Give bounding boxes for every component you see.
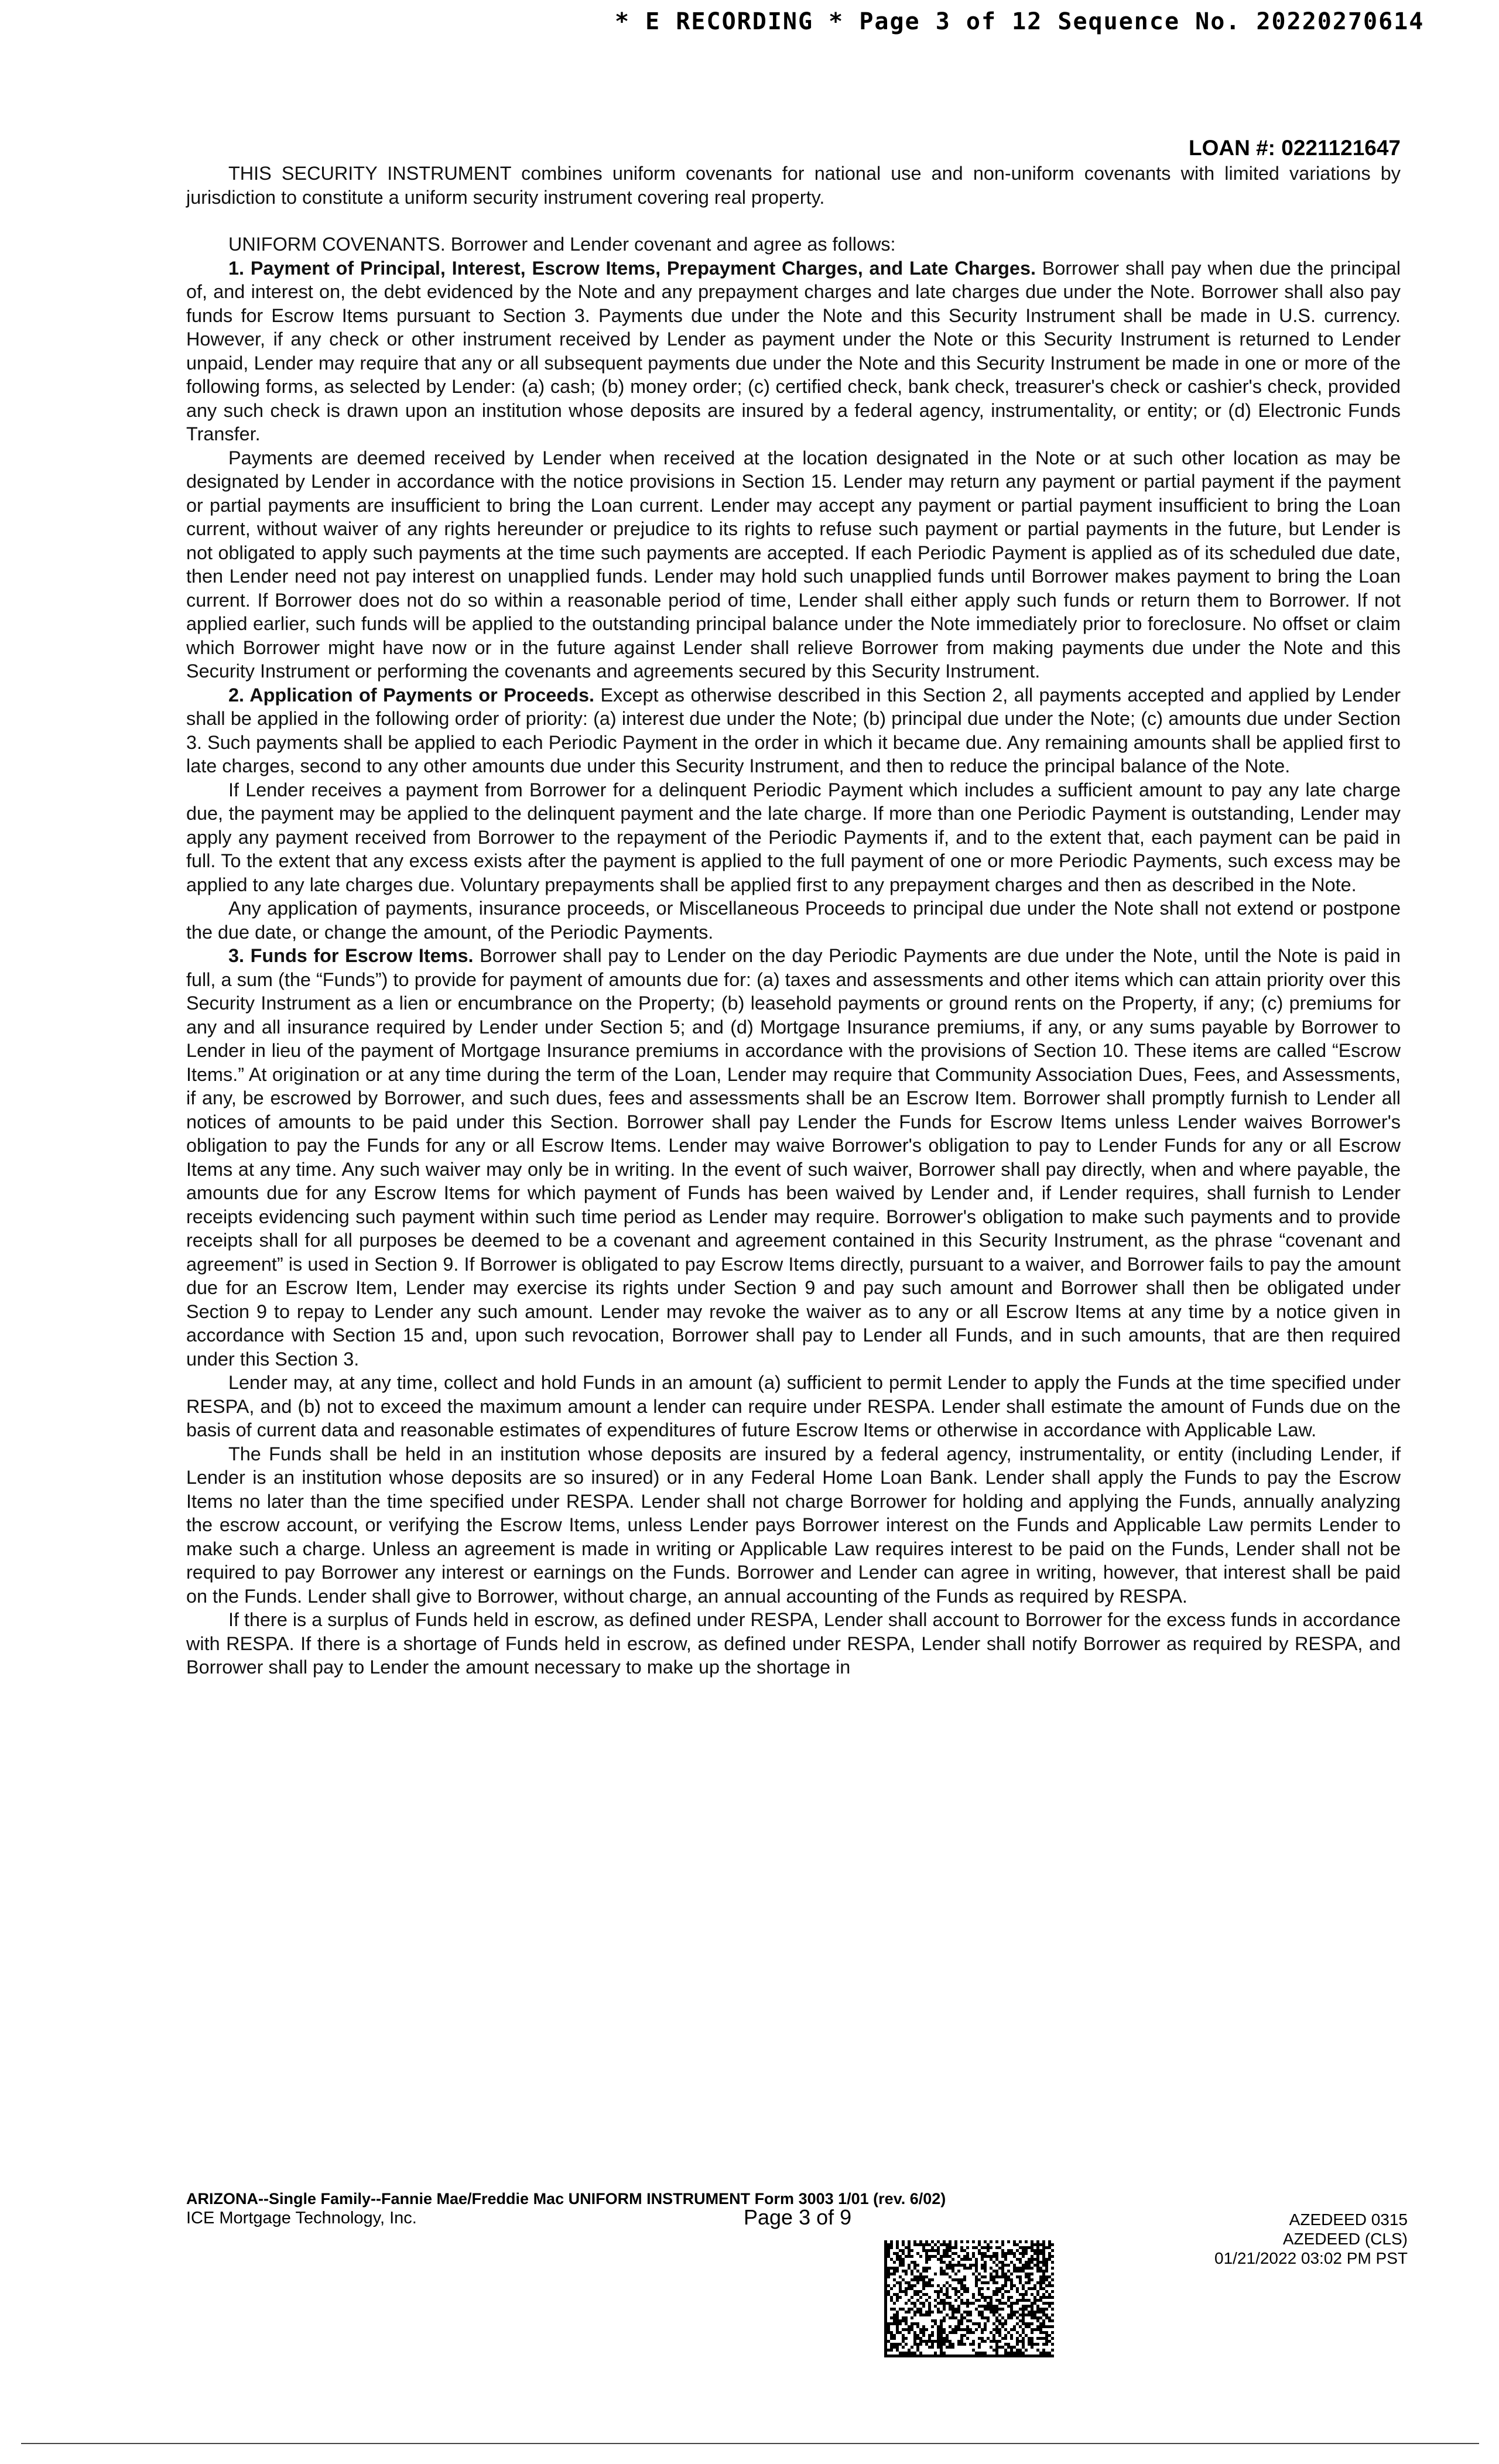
footer-code-2: AZEDEED (CLS)	[1282, 2230, 1408, 2248]
section-3-paragraph-4: If there is a surplus of Funds held in escrow, as defined under RESPA, Lender shall account to Borrower for the excess funds in accordance with RESPA. If there is a shortage of Funds held in escrow, as defined under RESPA, Lender shall notify Borrower as required by RESPA, and Borrower shall pay to Lender the amount necessary to make up the shortage in	[186, 1609, 1401, 1678]
uniform-covenants-paragraph: UNIFORM COVENANTS. Borrower and Lender covenant and agree as follows:	[228, 234, 896, 255]
section-3-heading: 3. Funds for Escrow Items.	[228, 945, 474, 966]
bottom-rule	[21, 2443, 1479, 2444]
footer-code-1: AZEDEED 0315	[1289, 2210, 1408, 2229]
section-3-paragraph-2: Lender may, at any time, collect and hold Funds in an amount (a) sufficient to permit Lender to apply the Funds at the time specified under RESPA, and (b) not to exceed the maximum amount a lender can require under RESPA. Lender shall estimate the amount of Funds due on the basis of current data and reasonable estimates of expenditures of future Escrow Items or otherwise in accordance with Applicable Law.	[186, 1372, 1401, 1440]
section-2-heading: 2. Application of Payments or Proceeds.	[228, 684, 595, 706]
section-2-text: Except as otherwise described in this Section 2, all payments accepted and applied by Lender shall be applied in the following order of priority: (a) interest due under the Note; (b) principal due under the Note; (c) amounts due under Section 3. Such payments shall be applied to each Periodic Payment in the order in which it became due. Any remaining amounts shall be applied first to late charges, second to any other amounts due under this Security Instrument, and then to reduce the principal balance of the Note.	[186, 684, 1401, 776]
document-body	[186, 162, 1401, 1679]
section-3-text: Borrower shall pay to Lender on the day Periodic Payments are due under the Note, until the Note is paid in full, a sum (the “Funds”) to provide for payment of amounts due for: (a) taxes and assessments and other items which can attain priority over this Security Instrument as a lien or encumbrance on the Property; (b) leasehold payments or ground rents on the Property, if any; (c) premiums for any and all insurance required by Lender under Section 5; and (d) Mortgage Insurance premiums, if any, or any sums payable by Borrower to Lender in lieu of the payment of Mortgage Insurance premiums in accordance with the provisions of Section 10. These items are called “Escrow Items.” At origination or at any time during the term of the Loan, Lender may require that Community Association Dues, Fees, and Assessments, if any, be escrowed by Borrower, and such dues, fees and assessments shall be an Escrow Item. Borrower shall promptly furnish to Lender all notices of amounts to be paid under this Section. Borrower shall pay Lender the Funds for Escrow Items unless Lender waives Borrower's obligation to pay the Funds for any or all Escrow Items. Lender may waive Borrower's obligation to pay to Lender Funds for any or all Escrow Items at any time. Any such waiver may only be in writing. In the event of such waiver, Borrower shall pay directly, when and where payable, the amounts due for any Escrow Items for which payment of Funds has been waived by Lender and, if Lender requires, shall furnish to Lender receipts evidencing such payment within such time period as Lender may require. Borrower's obligation to make such payments and to provide receipts shall for all purposes be deemed to be a covenant and agreement contained in this Security Instrument, as the phrase “covenant and agreement” is used in Section 9. If Borrower is obligated to pay Escrow Items directly, pursuant to a waiver, and Borrower fails to pay the amount due for an Escrow Item, Lender may exercise its rights under Section 9 and pay such amount and Borrower shall then be obligated under Section 9 to repay to Lender any such amount. Lender may revoke the waiver as to any or all Escrow Items at any time by a notice given in accordance with Section 15 and, upon such revocation, Borrower shall pay to Lender all Funds, and in such amounts, that are then required under this Section 3.	[186, 945, 1401, 1370]
section-1-paragraph	[186, 256, 1401, 446]
footer-datetime: 01/21/2022 03:02 PM PST	[1214, 2249, 1408, 2267]
footer-document-codes	[1214, 2210, 1408, 2268]
section-1-heading: 1. Payment of Principal, Interest, Escrow Items, Prepayment Charges, and Late Charges.	[228, 257, 1036, 279]
section-1-paragraph-2: Payments are deemed received by Lender when received at the location designated in the Note or at such other location as may be designated by Lender in accordance with the notice provisions in Section 15. Lender may return any payment or partial payment if the payment or partial payments are insufficient to bring the Loan current. Lender may accept any payment or partial payment insufficient to bring the Loan current, without waiver of any rights hereunder or prejudice to its rights to refuse such payment or partial payments in the future, but Lender is not obligated to apply such payments at the time such payments are accepted. If each Periodic Payment is applied as of its scheduled due date, then Lender need not pay interest on unapplied funds. Lender may hold such unapplied funds until Borrower makes payment to bring the Loan current. If Borrower does not do so within a reasonable period of time, Lender shall either apply such funds or return them to Borrower. If not applied earlier, such funds will be applied to the outstanding principal balance under the Note immediately prior to foreclosure. No offset or claim which Borrower might have now or in the future against Lender shall relieve Borrower from making payments due under the Note and this Security Instrument or performing the covenants and agreements secured by this Security Instrument.	[186, 447, 1401, 682]
section-1-text: Borrower shall pay when due the principal of, and interest on, the debt evidenced by the Note and any prepayment charges and late charges due under the Note. Borrower shall also pay funds for Escrow Items pursuant to Section 3. Payments due under the Note and this Security Instrument shall be made in U.S. currency. However, if any check or other instrument received by Lender as payment under the Note or this Security Instrument is returned to Lender unpaid, Lender may require that any or all subsequent payments due under the Note and this Security Instrument be made in one or more of the following forms, as selected by Lender: (a) cash; (b) money order; (c) certified check, bank check, treasurer's check or cashier's check, provided any such check is drawn upon an institution whose deposits are insured by a federal agency, instrumentality, or entity; or (d) Electronic Funds Transfer.	[186, 257, 1401, 444]
section-2-paragraph	[186, 683, 1401, 778]
footer-company: ICE Mortgage Technology, Inc.	[186, 2209, 417, 2227]
section-2-paragraph-3: Any application of payments, insurance proceeds, or Miscellaneous Proceeds to principal due under the Note shall not extend or postpone the due date, or change the amount, of the Periodic Payments.	[186, 898, 1401, 943]
loan-number: LOAN #: 0221121647	[1188, 136, 1401, 160]
intro-paragraph: THIS SECURITY INSTRUMENT combines uniform covenants for national use and non-uniform covenants with limited variations by jurisdiction to constitute a uniform security instrument covering real property.	[186, 163, 1401, 208]
barcode-2d	[884, 2240, 1054, 2357]
section-2-paragraph-2: If Lender receives a payment from Borrower for a delinquent Periodic Payment which includes a sufficient amount to pay any late charge due, the payment may be applied to the delinquent payment and the late charge. If more than one Periodic Payment is outstanding, Lender may apply any payment received from Borrower to the repayment of the Periodic Payments if, and to the extent that, each payment can be paid in full. To the extent that any excess exists after the payment is applied to the full payment of one or more Periodic Payments, such excess may be applied to any late charges due. Voluntary prepayments shall be applied first to any prepayment charges and then as described in the Note.	[186, 779, 1401, 895]
section-3-paragraph-3: The Funds shall be held in an institution whose deposits are insured by a federal agency, instrumentality, or entity (including Lender, if Lender is an institution whose deposits are so insured) or in any Federal Home Loan Bank. Lender shall apply the Funds to pay the Escrow Items no later than the time specified under RESPA. Lender shall not charge Borrower for holding and applying the Funds, annually analyzing the escrow account, or verifying the Escrow Items, unless Lender pays Borrower interest on the Funds and Applicable Law permits Lender to make such a charge. Unless an agreement is made in writing or Applicable Law requires interest to be paid on the Funds, Lender shall not be required to pay Borrower any interest or earnings on the Funds. Borrower and Lender can agree in writing, however, that interest shall be paid on the Funds. Lender shall give to Borrower, without charge, an annual accounting of the Funds as required by RESPA.	[186, 1443, 1401, 1607]
recording-header: * E RECORDING * Page 3 of 12 Sequence No. 20220270614	[615, 8, 1425, 35]
footer-form-title: ARIZONA--Single Family--Fannie Mae/Freddie Mac UNIFORM INSTRUMENT Form 3003 1/01 (rev. 6/02)	[186, 2190, 946, 2208]
section-3-paragraph	[186, 944, 1401, 1371]
footer-page-number: Page 3 of 9	[744, 2205, 852, 2229]
